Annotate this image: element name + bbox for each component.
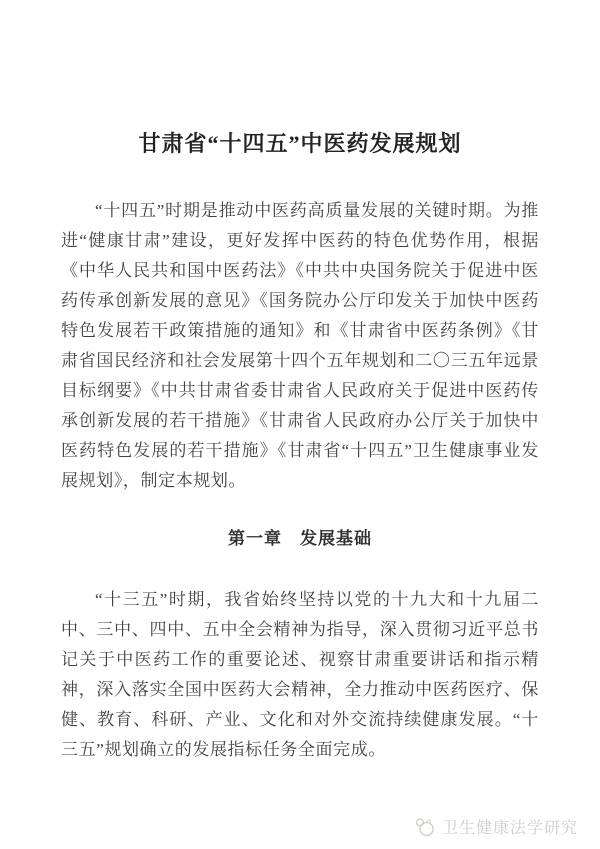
page-title: 甘肃省“十四五”中医药发展规划 [138, 131, 462, 156]
paragraph-intro: “十四五”时期是推动中医药高质量发展的关键时期。为推进“健康甘肃”建设，更好发挥中医药的特色优势作用，根据《中华人民共和国中医药法》《中共中央国务院关于促进中医药传承创新发展的意见》《国务院办公厅印发关于加快中医药特色发展若干政策措施的通知》和《甘肃省中医药条例》《甘肃省国民经济和社会发展第十四个五年规划和二〇三五年远景目标纲要》《中共甘肃省委甘肃省人民政府关于促进中医药传承创新发展的若干措施》《甘肃省人民政府办公厅关于加快中医药特色发展的若干措施》《甘肃省“十四五”卫生健康事业发展规划》，制定本规划。 [61, 201, 539, 490]
publisher-logo-icon [414, 817, 436, 837]
watermark [414, 815, 578, 838]
watermark-label: 卫生健康法学研究 [441, 820, 578, 837]
paragraph-chapter-one: “十三五”时期，我省始终坚持以党的十九大和十九届二中、三中、四中、五中全会精神为指导，深入贯彻习近平总书记关于中医药工作的重要论述、视察甘肃重要讲话和指示精神，深入落实全国中医药大会精神，全力推动中医药医疗、保健、教育、科研、产业、文化和对外交流持续健康发展。“十三五”规划确立的发展指标任务全面完成。 [61, 590, 539, 759]
chapter-heading: 第一章 发展基础 [228, 529, 372, 548]
document-content [61, 0, 539, 765]
